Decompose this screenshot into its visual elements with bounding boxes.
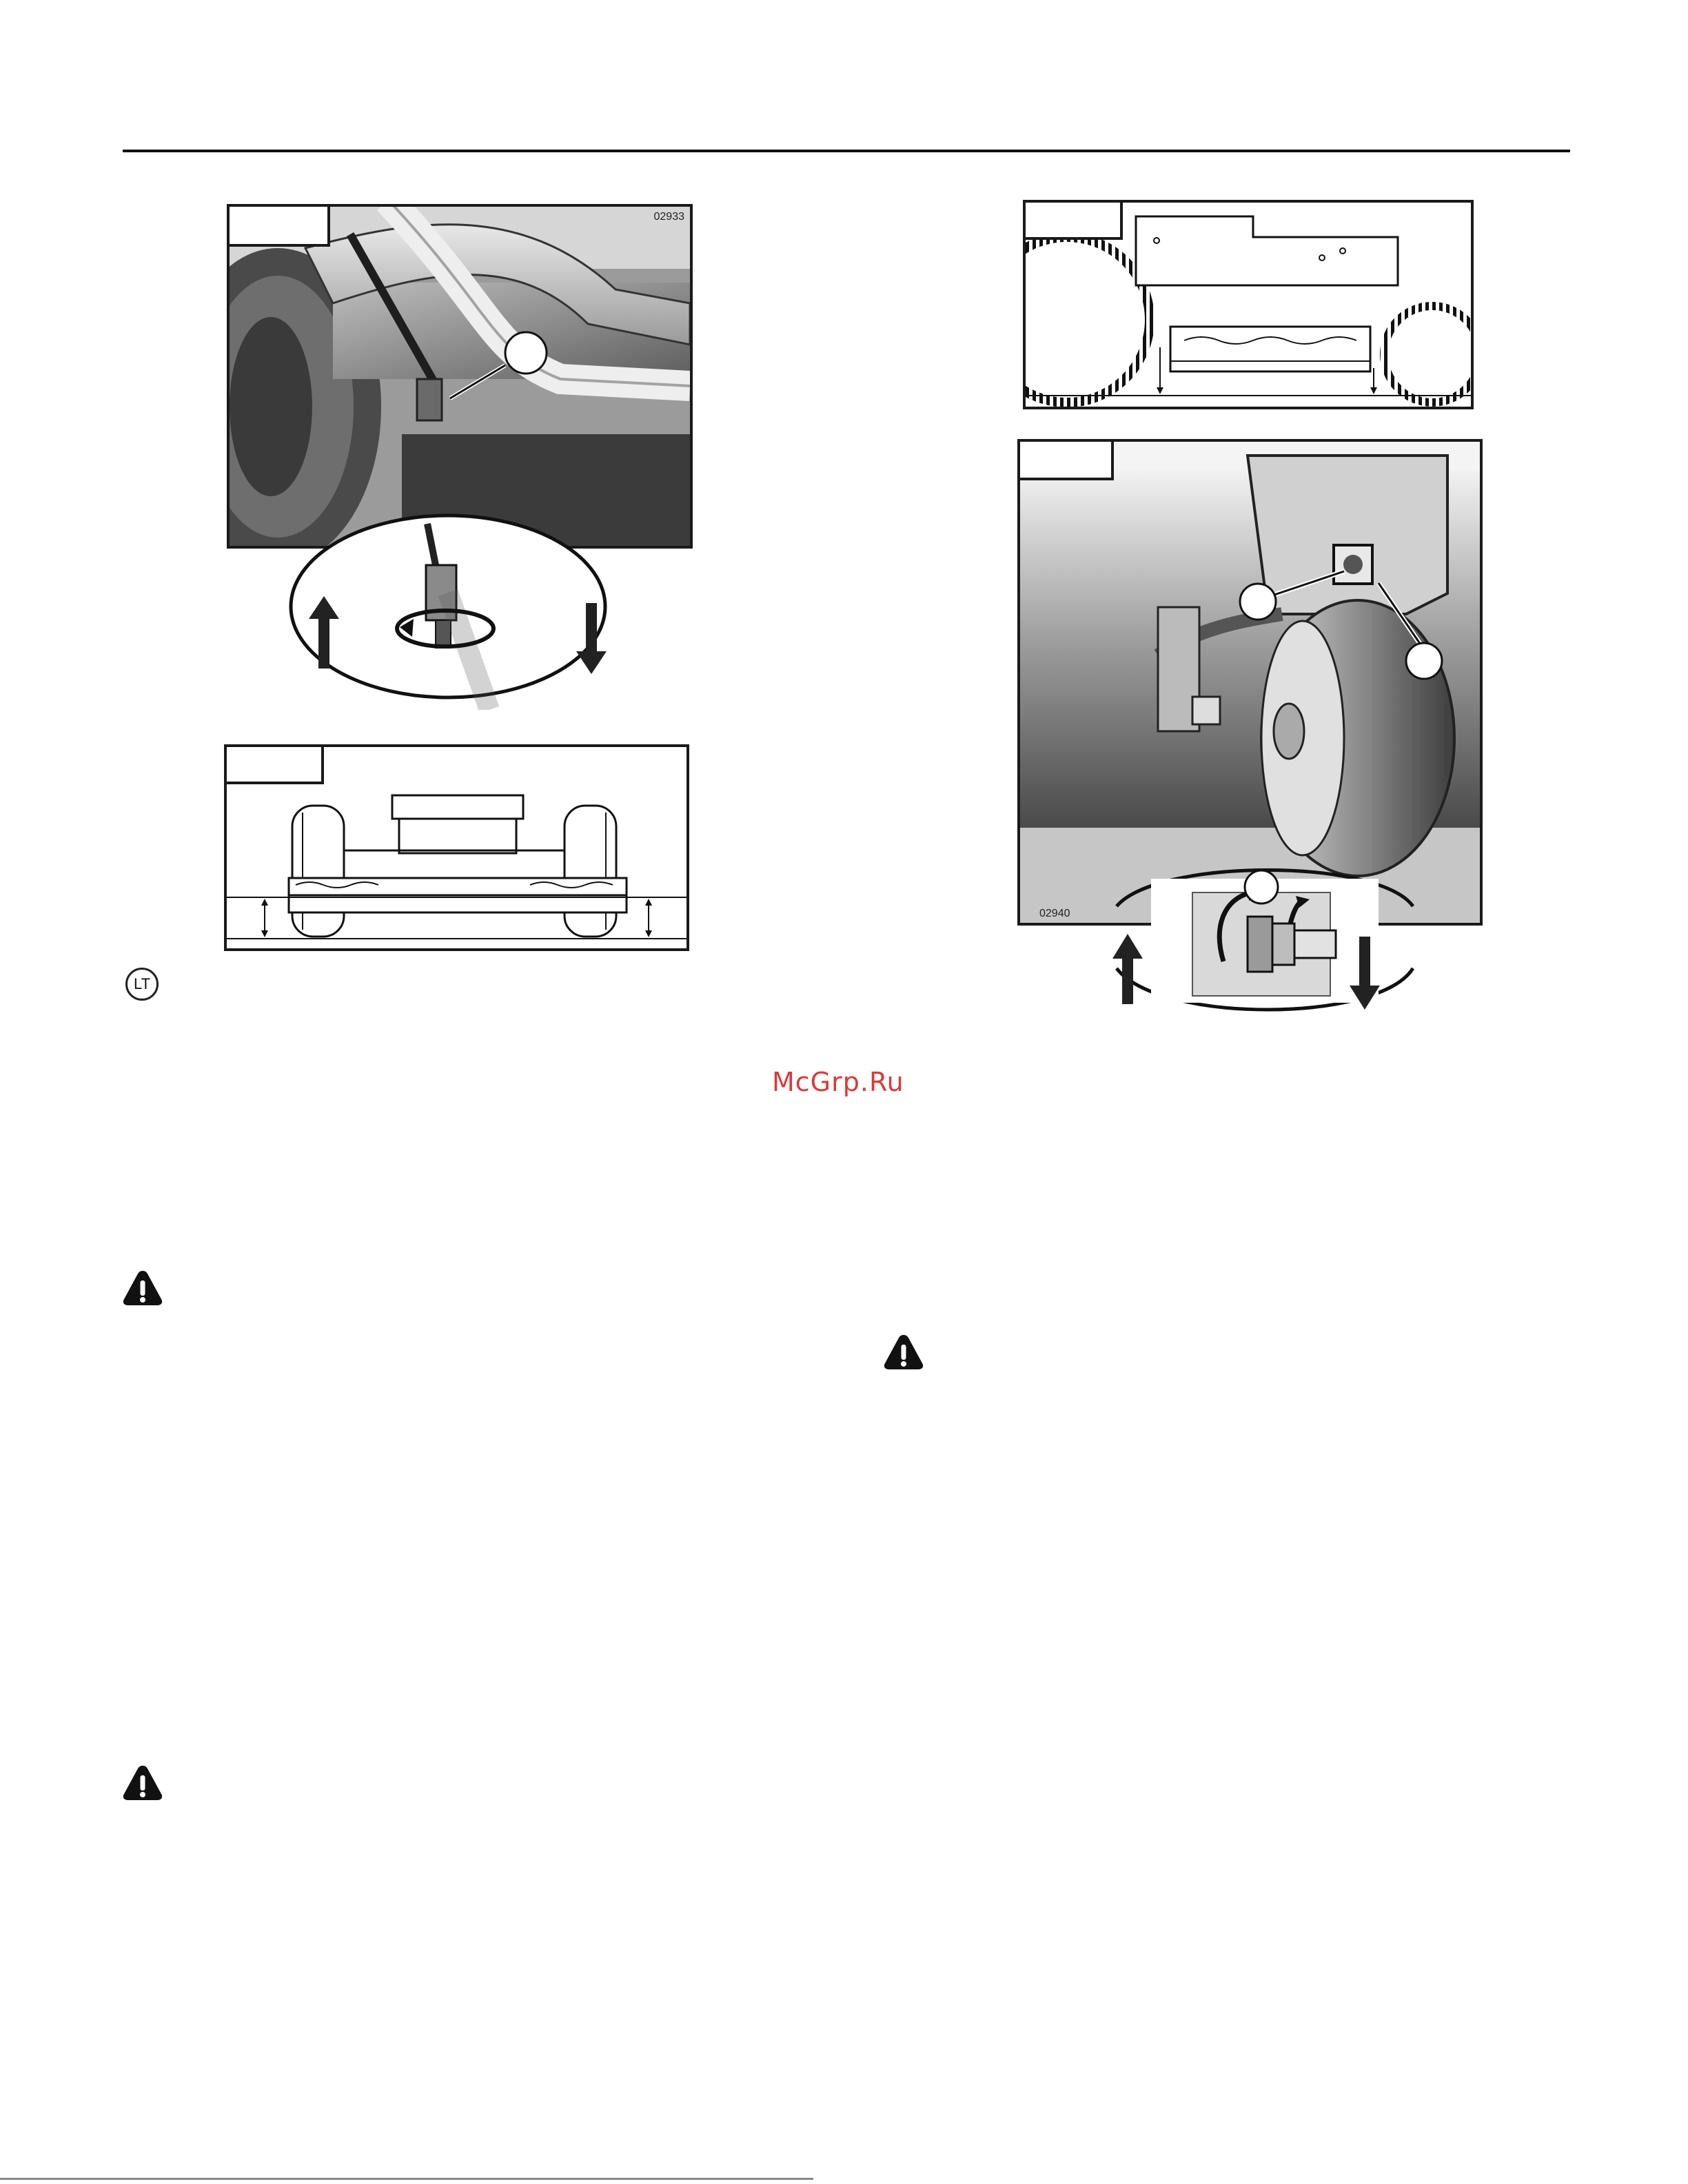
warning-triangle-icon bbox=[121, 1763, 164, 1802]
figure-cable-detail bbox=[227, 510, 669, 710]
figure-label-tab bbox=[224, 744, 324, 784]
figure-code: 02933 bbox=[653, 211, 684, 223]
callout-circle-icon bbox=[505, 332, 547, 374]
watermark: McGrp.Ru bbox=[772, 1067, 904, 1097]
header-rule bbox=[123, 150, 1570, 152]
figure-label-tab bbox=[227, 204, 330, 247]
figure-code: 02940 bbox=[1039, 908, 1070, 919]
figure-deck-height-side bbox=[1023, 200, 1474, 409]
model-badge: LT bbox=[125, 968, 159, 1001]
figure-gauge-wheel-illustration bbox=[1020, 442, 1480, 923]
warning-triangle-icon bbox=[121, 1268, 164, 1307]
warning-triangle-icon bbox=[882, 1332, 925, 1371]
figure-label-tab bbox=[1023, 200, 1123, 240]
figure-cable-adjust-illustration bbox=[230, 207, 690, 546]
callout-circle-icon bbox=[1240, 584, 1276, 620]
callout-circle-icon bbox=[1245, 870, 1278, 904]
figure-deck-level-front bbox=[224, 744, 689, 951]
callout-circle-icon bbox=[1406, 643, 1442, 679]
figure-gauge-wheel bbox=[1017, 439, 1483, 926]
figure-gauge-wheel-detail bbox=[1089, 858, 1447, 1030]
figure-label-tab bbox=[1017, 439, 1114, 480]
footer-rule bbox=[0, 2178, 813, 2180]
figure-cable-adjust bbox=[227, 204, 693, 549]
